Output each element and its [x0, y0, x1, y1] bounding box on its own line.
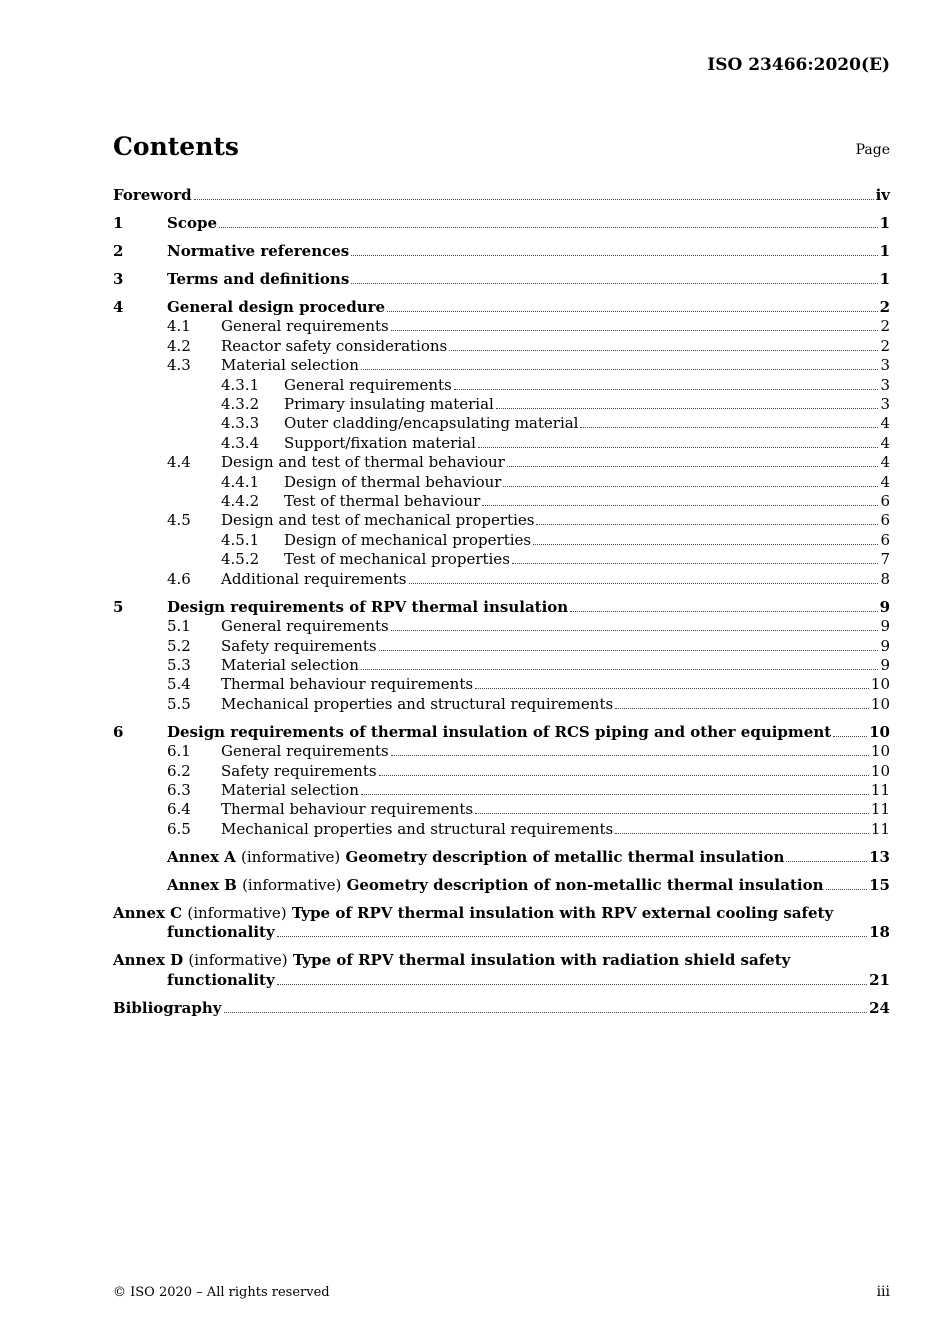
toc-entry-page: 3 — [880, 375, 890, 394]
toc-entry-number: 4 — [113, 298, 124, 316]
toc-entry-title: General requirements — [284, 375, 452, 394]
toc-entry-number: 5.1 — [167, 617, 191, 636]
toc-entry-title: Foreword — [113, 186, 192, 204]
toc-entry[interactable] — [113, 695, 890, 714]
toc-entry-title: General requirements — [221, 742, 389, 761]
toc-entry-page: 1 — [879, 242, 890, 260]
dot-leader — [615, 833, 869, 834]
toc-entry-number: 2 — [113, 242, 124, 260]
dot-leader — [387, 311, 878, 312]
dot-leader — [391, 330, 879, 331]
dot-leader — [409, 583, 879, 584]
annex-page: 21 — [869, 970, 890, 989]
toc-entry[interactable] — [113, 473, 890, 492]
toc-entry-number: 6.2 — [167, 761, 191, 780]
page-column-label: Page — [855, 142, 890, 158]
toc-entry-title: Design and test of thermal behaviour — [221, 453, 505, 472]
toc-entry-page: 4 — [880, 453, 890, 472]
dot-leader — [826, 889, 868, 890]
dot-leader — [454, 389, 879, 390]
annex-page: 18 — [869, 923, 890, 942]
toc-entry[interactable] — [113, 781, 890, 800]
toc-entry-title: Design of thermal behaviour — [284, 472, 502, 491]
toc-entry-title: Design requirements of RPV thermal insulation — [167, 597, 569, 616]
footer-page-number: iii — [876, 1284, 890, 1300]
toc-entry-page: 9 — [880, 655, 890, 674]
toc-entry[interactable] — [113, 656, 890, 675]
annex-title: Geometry description of metallic thermal insulation — [345, 847, 785, 866]
annex-entry[interactable] — [113, 951, 890, 990]
toc-entry[interactable] — [113, 820, 890, 839]
toc-entry-page: 10 — [869, 722, 890, 741]
annex-title: Type of RPV thermal insulation with radiation shield safety — [292, 951, 791, 970]
dot-leader — [449, 350, 878, 351]
toc-entry-page: 24 — [869, 998, 890, 1017]
toc-entry-title: Primary insulating material — [284, 395, 494, 414]
toc-entry-page: 9 — [879, 597, 890, 616]
annex-label: Annex A — [167, 847, 236, 866]
dot-leader — [475, 813, 869, 814]
toc-entry-page: 10 — [870, 694, 890, 713]
toc-entry[interactable] — [113, 214, 890, 233]
toc-entry-page: iv — [875, 186, 890, 204]
annex-entry[interactable] — [113, 904, 890, 943]
toc-entry-page: 10 — [870, 742, 890, 761]
toc-entry-title: General requirements — [221, 317, 389, 336]
annex-kind: (informative) — [241, 847, 341, 866]
toc-entry-number: 6.1 — [167, 742, 191, 761]
dot-leader — [379, 775, 869, 776]
dot-leader — [391, 630, 879, 631]
toc-entry[interactable] — [113, 337, 890, 356]
toc-entry-page: 9 — [880, 617, 890, 636]
dot-leader — [496, 408, 879, 409]
toc-entry[interactable] — [113, 453, 890, 472]
toc-entry[interactable] — [113, 637, 890, 656]
toc-entry-page: 11 — [870, 800, 890, 819]
annex-heading — [167, 848, 784, 867]
toc-entry-title: Bibliography — [113, 998, 222, 1017]
toc-entry-page: 3 — [880, 356, 890, 375]
dot-leader — [361, 369, 879, 370]
toc-entry-page: 7 — [880, 550, 890, 569]
document-code: ISO 23466:2020(E) — [707, 55, 890, 75]
toc-entry-title: Design of mechanical properties — [284, 530, 532, 549]
page-title: Contents — [113, 132, 240, 161]
toc-entry-page: 4 — [880, 472, 890, 491]
dot-leader — [224, 1012, 868, 1013]
dot-leader — [351, 255, 877, 256]
toc-entry-number: 4.3.3 — [221, 414, 260, 433]
toc-entry-title: Scope — [167, 214, 218, 232]
toc-entry-page: 9 — [880, 636, 890, 655]
toc-entry[interactable] — [113, 531, 890, 550]
toc-entry-title: Design requirements of thermal insulation of RCS piping and other equipment — [167, 722, 832, 741]
dot-leader — [379, 650, 879, 651]
table-of-contents — [113, 186, 890, 1018]
dot-leader — [475, 688, 869, 689]
toc-entry-page: 4 — [880, 433, 890, 452]
dot-leader — [351, 283, 877, 284]
toc-entry-title: General requirements — [221, 617, 389, 636]
toc-entry-number: 5.2 — [167, 636, 191, 655]
toc-entry-page: 11 — [870, 819, 890, 838]
toc-entry-title: Material selection — [221, 356, 359, 375]
toc-entry-number: 4.3 — [167, 356, 191, 375]
dot-leader — [482, 505, 878, 506]
toc-entry[interactable] — [113, 242, 890, 261]
toc-entry-number: 4.5.2 — [221, 550, 260, 569]
toc-entry-title: Test of thermal behaviour — [284, 492, 481, 511]
annex-page: 15 — [869, 875, 890, 894]
toc-entry[interactable] — [113, 317, 890, 336]
toc-entry-title: Material selection — [221, 780, 359, 799]
toc-entry[interactable] — [113, 414, 890, 433]
dot-leader — [615, 708, 869, 709]
toc-entry-number: 3 — [113, 270, 124, 288]
toc-entry[interactable] — [113, 511, 890, 530]
toc-entry-number: 4.2 — [167, 336, 191, 355]
annex-title-continuation: functionality — [167, 970, 275, 989]
toc-entry-number: 5 — [113, 597, 124, 616]
annex-kind: (informative) — [188, 951, 288, 970]
annex-entry[interactable] — [113, 876, 890, 895]
annex-title: Type of RPV thermal insulation with RPV external cooling safety — [291, 903, 834, 922]
toc-entry[interactable] — [113, 434, 890, 453]
toc-entry-title: Normative references — [167, 242, 350, 260]
copyright-notice: © ISO 2020 – All rights reserved — [113, 1285, 330, 1300]
toc-entry[interactable] — [113, 723, 890, 742]
toc-entry-number: 4.5 — [167, 511, 191, 530]
toc-entry-title: Reactor safety considerations — [221, 336, 448, 355]
toc-entry[interactable] — [113, 550, 890, 569]
annex-page: 13 — [869, 847, 890, 866]
toc-entry-page: 6 — [880, 530, 890, 549]
dot-leader — [580, 427, 878, 428]
annex-kind: (informative) — [242, 875, 342, 894]
toc-entry-page: 8 — [880, 569, 890, 588]
toc-entry-title: Terms and definitions — [167, 270, 350, 288]
toc-entry-number: 6.5 — [167, 819, 191, 838]
dot-leader — [361, 669, 879, 670]
toc-entry-title: Test of mechanical properties — [284, 550, 510, 569]
annex-title-continuation: functionality — [167, 923, 275, 942]
annex-label: Annex C — [113, 903, 183, 922]
dot-leader — [533, 544, 878, 545]
dot-leader — [833, 736, 867, 737]
annex-label: Annex B — [167, 875, 237, 894]
dot-leader — [219, 227, 878, 228]
toc-entry-title: Support/fixation material — [284, 433, 476, 452]
toc-entry-title: Design and test of mechanical properties — [221, 511, 535, 530]
toc-entry-title: General design procedure — [167, 298, 386, 316]
toc-entry-title: Additional requirements — [221, 569, 407, 588]
toc-entry[interactable] — [113, 395, 890, 414]
toc-entry-page: 1 — [879, 270, 890, 288]
annex-entry[interactable] — [113, 848, 890, 867]
toc-entry-title: Material selection — [221, 655, 359, 674]
toc-entry[interactable] — [113, 270, 890, 289]
toc-entry-page: 3 — [880, 395, 890, 414]
toc-entry-page: 2 — [879, 298, 890, 316]
dot-leader — [391, 755, 869, 756]
toc-entry-page: 10 — [870, 761, 890, 780]
toc-entry[interactable] — [113, 800, 890, 819]
toc-entry-number: 5.4 — [167, 675, 191, 694]
toc-entry-number: 4.6 — [167, 569, 191, 588]
dot-leader — [512, 563, 879, 564]
toc-entry[interactable] — [113, 598, 890, 617]
toc-entry[interactable] — [113, 356, 890, 375]
dot-leader — [570, 611, 877, 612]
dot-leader — [536, 524, 878, 525]
toc-entry-number: 5.5 — [167, 694, 191, 713]
dot-leader — [503, 486, 878, 487]
toc-entry-page: 6 — [880, 511, 890, 530]
toc-entry[interactable] — [113, 570, 890, 589]
toc-entry[interactable] — [113, 186, 890, 205]
dot-leader — [277, 936, 867, 937]
toc-entry-title: Mechanical properties and structural requirements — [221, 819, 614, 838]
toc-entry[interactable] — [113, 492, 890, 511]
toc-entry-title: Thermal behaviour requirements — [221, 800, 474, 819]
dot-leader — [786, 861, 867, 862]
toc-entry-number: 6.3 — [167, 780, 191, 799]
dot-leader — [478, 447, 879, 448]
toc-entry-number: 1 — [113, 214, 124, 232]
toc-entry[interactable] — [113, 298, 890, 317]
toc-entry-number: 4.5.1 — [221, 530, 260, 549]
toc-entry-title: Thermal behaviour requirements — [221, 675, 474, 694]
annex-kind: (informative) — [187, 903, 287, 922]
toc-entry[interactable] — [113, 376, 890, 395]
toc-entry[interactable] — [113, 762, 890, 781]
toc-entry-page: 2 — [880, 317, 890, 336]
toc-entry-number: 6 — [113, 722, 124, 741]
toc-entry-number: 6.4 — [167, 800, 191, 819]
toc-entry-page: 11 — [870, 780, 890, 799]
toc-entry[interactable] — [113, 742, 890, 761]
toc-entry-title: Safety requirements — [221, 636, 377, 655]
toc-entry-page: 1 — [879, 214, 890, 232]
dot-leader — [507, 466, 879, 467]
toc-entry[interactable] — [113, 617, 890, 636]
annex-label: Annex D — [113, 951, 184, 970]
annex-heading — [167, 876, 824, 895]
toc-entry-number: 4.4.2 — [221, 492, 260, 511]
toc-entry-page: 6 — [880, 492, 890, 511]
toc-entry-number: 4.4 — [167, 453, 191, 472]
toc-entry-number: 4.4.1 — [221, 472, 260, 491]
toc-entry-number: 4.3.4 — [221, 433, 260, 452]
toc-entry-page: 4 — [880, 414, 890, 433]
toc-entry[interactable] — [113, 675, 890, 694]
dot-leader — [194, 199, 874, 200]
toc-entry-title: Safety requirements — [221, 761, 377, 780]
toc-entry-title: Mechanical properties and structural requirements — [221, 694, 614, 713]
toc-entry-number: 4.3.1 — [221, 375, 260, 394]
toc-entry-page: 2 — [880, 336, 890, 355]
toc-entry-bibliography[interactable] — [113, 999, 890, 1018]
dot-leader — [361, 794, 869, 795]
toc-entry-title: Outer cladding/encapsulating material — [284, 414, 579, 433]
annex-title: Geometry description of non-metallic thermal insulation — [346, 875, 824, 894]
toc-entry-number: 4.3.2 — [221, 395, 260, 414]
toc-entry-page: 10 — [870, 675, 890, 694]
toc-entry-number: 5.3 — [167, 655, 191, 674]
dot-leader — [277, 984, 867, 985]
toc-entry-number: 4.1 — [167, 317, 191, 336]
